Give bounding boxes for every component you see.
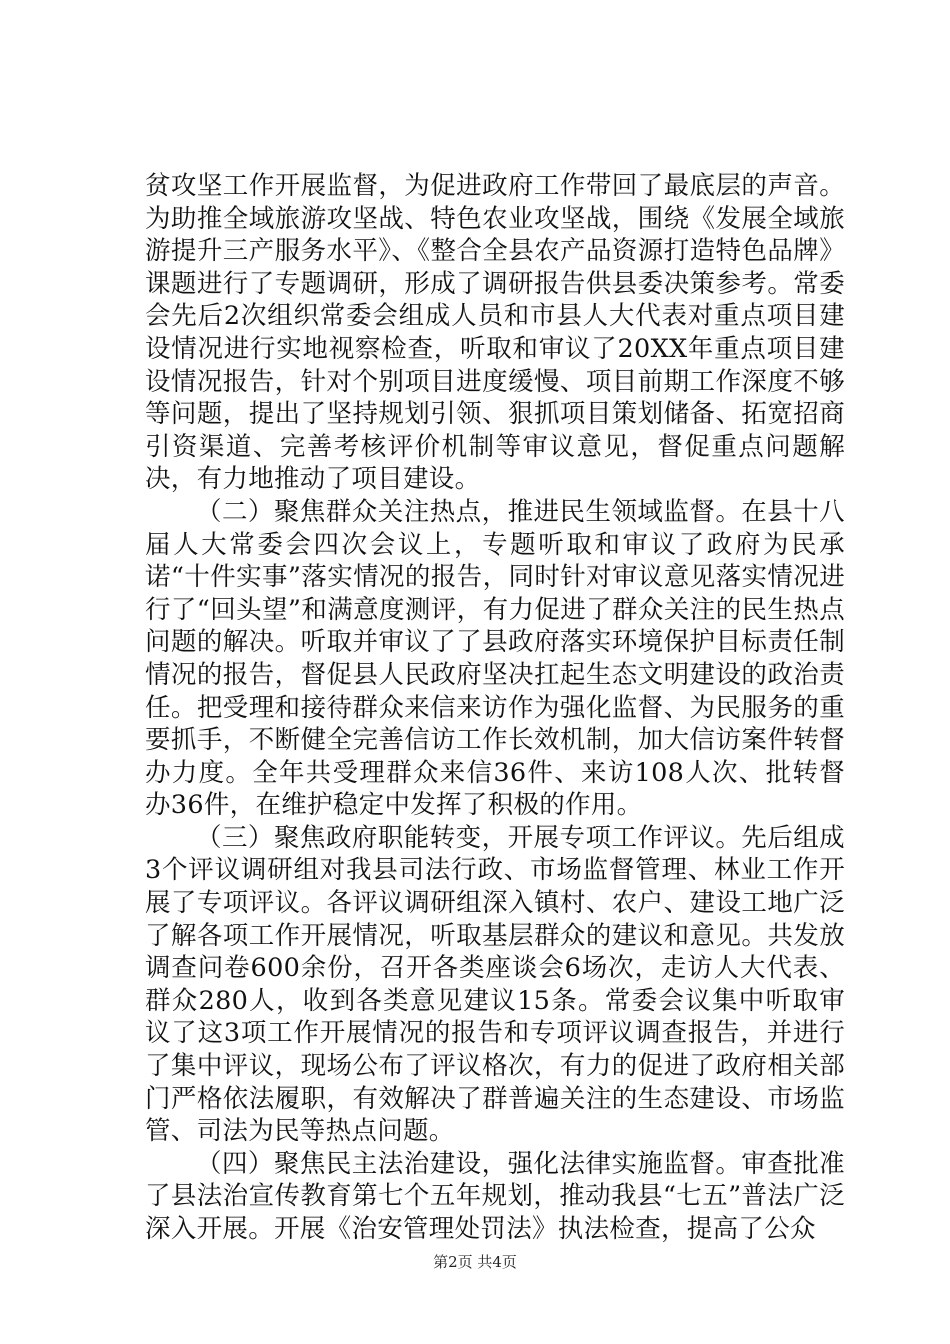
- paragraph-section-4: （四）聚焦民主法治建设，强化法律实施监督。审查批准了县法治宣传教育第七个五年规划，推动我县“七五”普法广泛深入开展。开展《治安管理处罚法》执法检查，提高了公众: [145, 1148, 845, 1244]
- page-number-footer: 第2页 共4页: [433, 1253, 517, 1271]
- document-body: [145, 170, 845, 1246]
- paragraph-continuation: 贫攻坚工作开展监督，为促进政府工作带回了最底层的声音。为助推全域旅游攻坚战、特色农业攻坚战，围绕《发展全域旅游提升三产服务水平》、《整合全县农产品资源打造特色品牌》课题进行了专题调研，形成了调研报告供县委决策参考。常委会先后2次组织常委会组成人员和市县人大代表对重点项目建设情况进行实地视察检查，听取和审议了20XX年重点项目建设情况报告，针对个别项目进度缓慢、项目前期工作深度不够等问题，提出了坚持规划引领、狠抓项目策划储备、拓宽招商引资渠道、完善考核评价机制等审议意见，督促重点问题解决，有力地推动了项目建设。: [145, 171, 845, 495]
- paragraph-section-3: （三）聚焦政府职能转变，开展专项工作评议。先后组成3个评议调研组对我县司法行政、市场监督管理、林业工作开展了专项评议。各评议调研组深入镇村、农户、建设工地广泛了解各项工作开展情况，听取基层群众的建议和意见。共发放调查问卷600余份，召开各类座谈会6场次，走访人大代表、群众280人，收到各类意见建议15条。常委会议集中听取审议了这3项工作开展情况的报告和专项评议调查报告，并进行了集中评议，现场公布了评议格次，有力的促进了政府相关部门严格依法履职，有效解决了群普遍关注的生态建设、市场监管、司法为民等热点问题。: [145, 822, 845, 1147]
- paragraph-section-2: （二）聚焦群众关注热点，推进民生领域监督。在县十八届人大常委会四次会议上，专题听取和审议了政府为民承诺“十件实事”落实情况的报告，同时针对审议意见落实情况进行了“回头望”和满意度测评，有力促进了群众关注的民生热点问题的解决。听取并审议了了县政府落实环境保护目标责任制情况的报告，督促县人民政府坚决扛起生态文明建设的政治责任。把受理和接待群众来信来访作为强化监督、为民服务的重要抓手，不断健全完善信访工作长效机制，加大信访案件转督办力度。全年共受理群众来信36件、来访108人次、批转督办36件，在维护稳定中发挥了积极的作用。: [145, 496, 845, 821]
